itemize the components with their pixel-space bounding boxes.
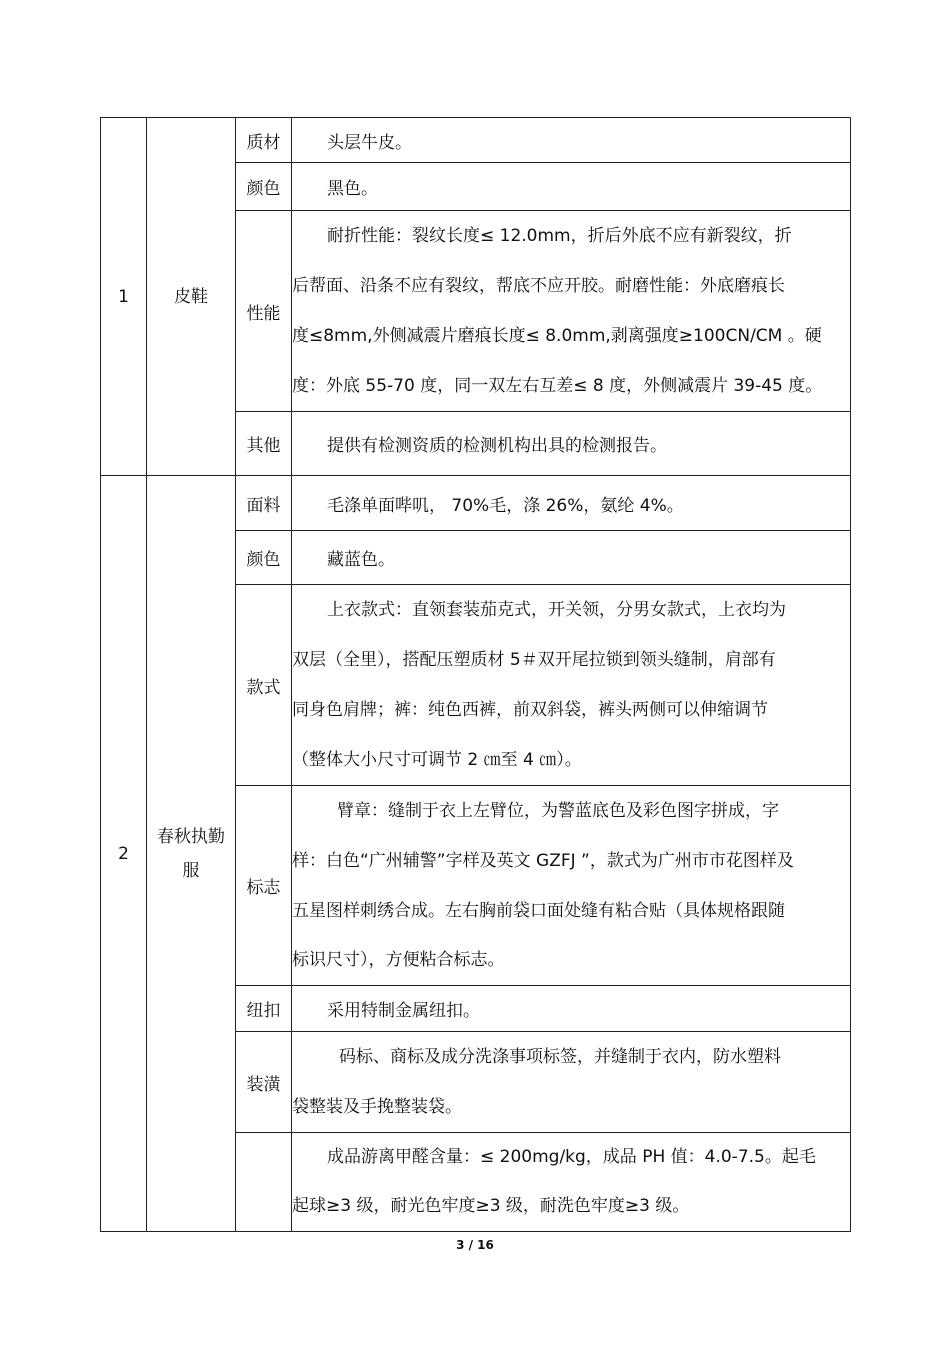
value-line: 起球≥3 级，耐光色牢度≥3 级，耐洗色牢度≥3 级。	[292, 1196, 690, 1216]
value-line: 采用特制金属纽扣。	[327, 1001, 480, 1021]
item-number: 1	[101, 118, 147, 476]
value-line: 黑色。	[327, 179, 378, 199]
value-line: 耐折性能：裂纹长度≤ 12.0mm，折后外底不应有新裂纹，折	[327, 226, 792, 246]
value-line: （整体大小尺寸可调节 2 ㎝至 4 ㎝）。	[292, 750, 582, 770]
attr-value	[292, 531, 851, 585]
item-name	[147, 476, 236, 1232]
value-line: 双层（全里），搭配压塑质材 5＃双开尾拉锁到领头缝制，肩部有	[292, 650, 776, 670]
value-line: 成品游离甲醛含量：≤ 200mg/kg，成品 PH 值：4.0-7.5。起毛	[327, 1147, 816, 1167]
attr-value	[292, 163, 851, 211]
attr-value	[292, 585, 851, 786]
attr-label: 款式	[236, 585, 292, 786]
value-line: 样：白色“广州辅警”字样及英文 GZFJ ”，款式为广州市市花图样及	[292, 851, 794, 871]
attr-label: 纽扣	[236, 986, 292, 1032]
attr-value	[292, 1133, 851, 1232]
value-line: 同身色肩牌；裤：纯色西裤，前双斜袋，裤头两侧可以伸缩调节	[292, 700, 768, 720]
attr-label: 颜色	[236, 531, 292, 585]
attr-value	[292, 986, 851, 1032]
attr-value	[292, 476, 851, 531]
attr-label: 其他	[236, 412, 292, 476]
value-line: 五星图样刺绣合成。左右胸前袋口面处缝有粘合贴（具体规格跟随	[292, 901, 785, 921]
item-name-line: 服	[182, 860, 200, 881]
value-line: 后帮面、沿条不应有裂纹，帮底不应开胶。耐磨性能：外底磨痕长	[292, 276, 785, 296]
item-name: 皮鞋	[147, 118, 236, 476]
value-line: 标识尺寸），方便粘合标志。	[292, 950, 505, 970]
spec-table	[100, 117, 851, 1232]
value-line: 臂章：缝制于衣上左臂位，为警蓝底色及彩色图字拼成，字	[337, 801, 779, 821]
value-line: 度≤8mm,外侧减震片磨痕长度≤ 8.0mm,剥离强度≥100CN/CM 。硬	[292, 326, 822, 346]
attr-label: 颜色	[236, 163, 292, 211]
value-line: 提供有检测资质的检测机构出具的检测报告。	[327, 436, 667, 456]
value-line: 头层牛皮。	[327, 132, 412, 153]
value-line: 码标、商标及成分洗涤事项标签，并缝制于衣内，防水塑料	[339, 1047, 781, 1067]
attr-label: 质材	[236, 118, 292, 163]
attr-label: 性能	[236, 211, 292, 412]
item-name-line: 春秋执勤	[157, 826, 225, 847]
attr-label: 面料	[236, 476, 292, 531]
attr-value	[292, 118, 851, 163]
attr-label	[236, 1133, 292, 1232]
attr-value	[292, 786, 851, 986]
attr-value	[292, 1032, 851, 1133]
attr-label: 装潢	[236, 1032, 292, 1133]
value-line: 上衣款式：直领套装茄克式，开关领，分男女款式，上衣均为	[327, 600, 786, 620]
page-number: 3 / 16	[456, 1238, 494, 1252]
value-line: 毛涤单面哔叽， 70%毛，涤 26%，氨纶 4%。	[327, 495, 684, 516]
value-line: 袋整装及手挽整装袋。	[292, 1097, 462, 1117]
value-line: 度：外底 55-70 度，同一双左右互差≤ 8 度，外侧减震片 39-45 度。	[292, 376, 823, 396]
value-line: 藏蓝色。	[327, 550, 395, 570]
item-number: 2	[101, 476, 147, 1232]
attr-value	[292, 211, 851, 412]
attr-label: 标志	[236, 786, 292, 986]
attr-value	[292, 412, 851, 476]
